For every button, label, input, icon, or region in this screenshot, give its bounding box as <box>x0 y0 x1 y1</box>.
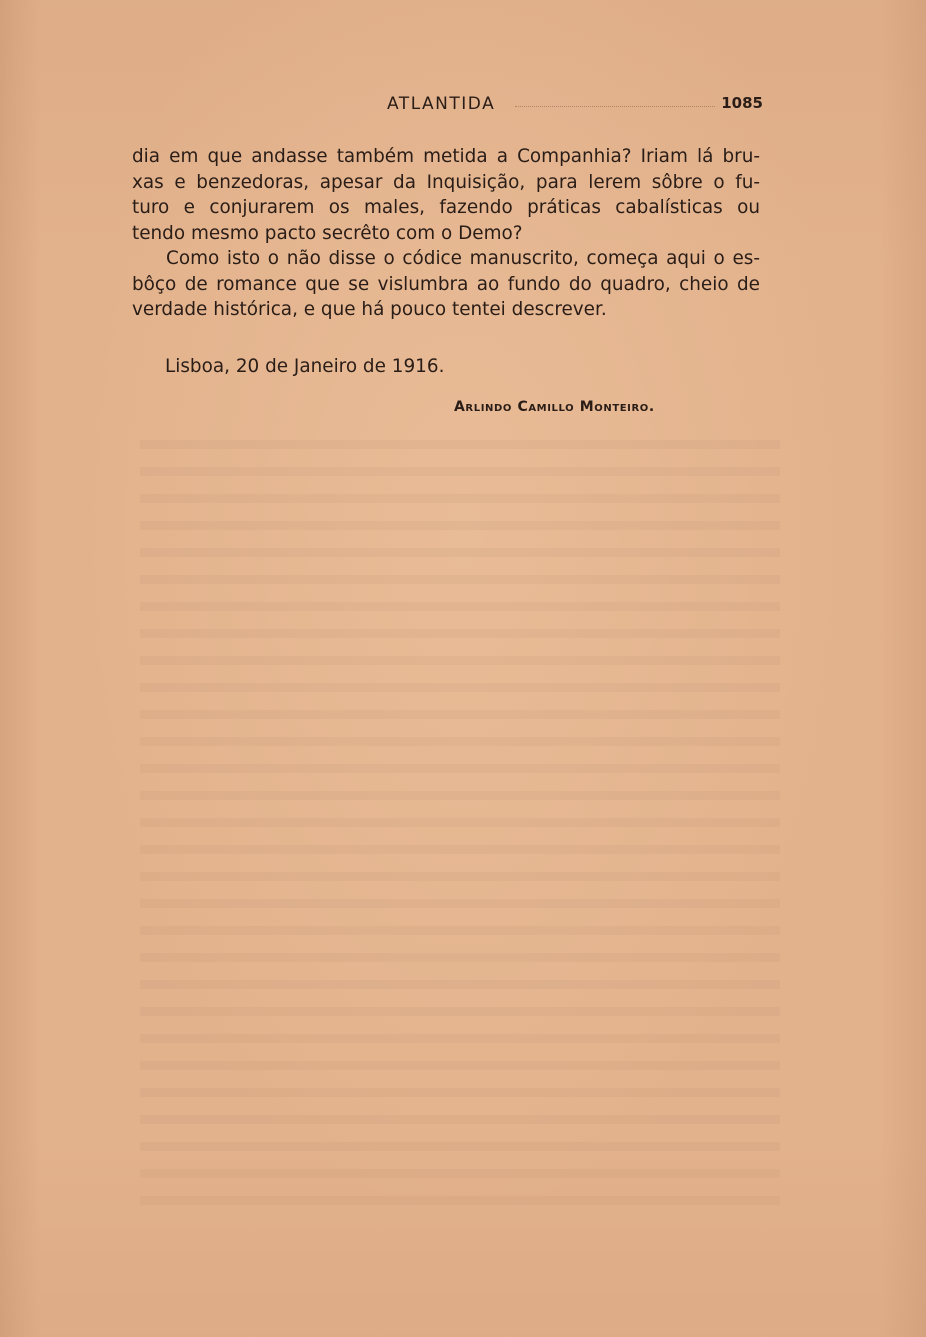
body-paragraphs <box>132 144 760 323</box>
text-line: turo e conjurarem os males, fazendo práticas cabalísticas ou <box>132 197 760 218</box>
text-line: xas e benzedoras, apesar da Inquisição, para lerem sôbre o fu- <box>132 171 760 193</box>
author-signature: Arlindo Camillo Monteiro. <box>454 399 655 415</box>
page-header <box>387 94 763 120</box>
text-line: tendo mesmo pacto secrêto com o Demo? <box>132 222 523 244</box>
bleed-through-shadow <box>140 440 780 1220</box>
dateline: Lisboa, 20 de Janeiro de 1916. <box>165 356 445 377</box>
text-line: Como isto o não disse o códice manuscrito, começa aqui o es- <box>166 248 760 269</box>
text-line: dia em que andasse também metida a Companhia? Iriam lá bru- <box>132 146 760 167</box>
text-line: verdade histórica, e que há pouco tentei descrever. <box>132 299 607 320</box>
text-line: bôço de romance que se vislumbra ao fundo do quadro, cheio de <box>132 273 760 295</box>
header-divider <box>515 106 715 107</box>
page-number: 1085 <box>721 94 763 112</box>
running-title: ATLANTIDA <box>387 94 496 114</box>
